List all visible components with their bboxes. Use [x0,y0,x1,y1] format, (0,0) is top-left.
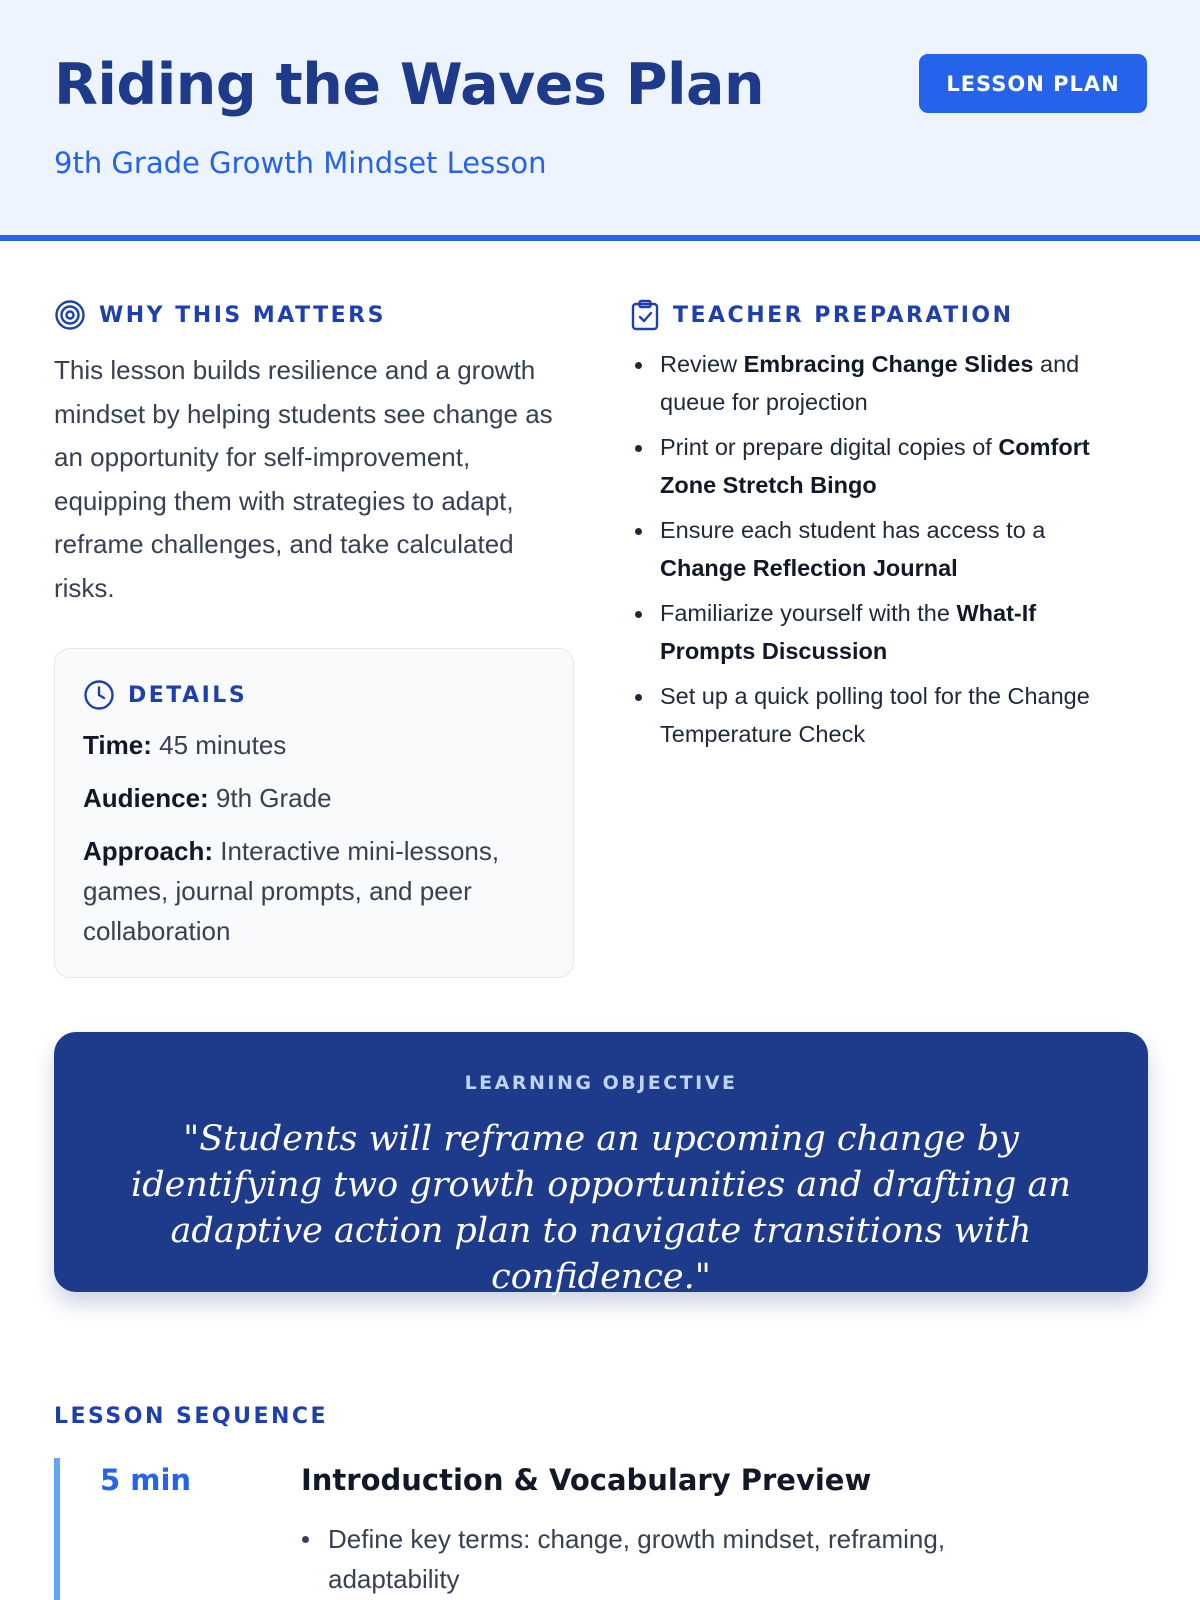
objective-quote: "Students will reframe an upcoming change by identifying two growth opportunities and drafting an adaptive action plan to navigate transitions with confidence." [131,1119,1071,1297]
detail-value: 9th Grade [215,783,332,813]
objective-label: LEARNING OBJECTIVE [464,1072,738,1094]
details-heading [83,679,247,711]
why-heading [54,299,386,331]
sequence-heading-label: LESSON SEQUENCE [54,1404,329,1429]
sequence-step-bar [54,1458,60,1600]
prep-list [632,346,1132,761]
detail-approach [83,831,553,951]
learning-objective-card [54,1032,1148,1297]
step-time: 5 min [100,1463,192,1497]
detail-label: Audience: [83,783,209,813]
target-icon [54,299,86,331]
step-list [301,1519,1061,1599]
list-item: Review Embracing Change Slides and queue for projection [632,346,1132,421]
prep-heading-label: TEACHER PREPARATION [673,302,1014,328]
detail-value: 45 minutes [159,730,287,760]
list-item: Set up a quick polling tool for the Change Temperature Check [632,678,1132,753]
sequence-heading [54,1404,328,1429]
step-title: Introduction & Vocabulary Preview [301,1463,872,1497]
clock-icon [83,679,115,711]
lesson-plan-badge: LESSON PLAN [919,54,1147,113]
list-item: Familiarize yourself with the What-If Prompts Discussion [632,595,1132,670]
detail-label: Time: [83,730,152,760]
detail-label: Approach: [83,836,213,866]
detail-time [83,725,553,765]
clipboard-check-icon [630,299,660,331]
list-item: Define key terms: change, growth mindset, reframing, adaptability [301,1519,1061,1599]
prep-heading [630,299,1014,331]
detail-audience [83,778,553,818]
list-item: Print or prepare digital copies of Comfort Zone Stretch Bingo [632,429,1132,504]
list-item: Ensure each student has access to a Change Reflection Journal [632,512,1132,587]
page-title: Riding the Waves Plan [54,52,765,118]
why-text: This lesson builds resilience and a growth mindset by helping students see change as an opportunity for self-improvement, equipping them with strategies to adapt, reframe challenges, and take calculated risks. [54,355,553,603]
details-card [54,648,574,978]
page-header [0,0,1200,241]
page-subtitle: 9th Grade Growth Mindset Lesson [54,146,547,180]
why-heading-label: WHY THIS MATTERS [99,302,386,328]
details-heading-label: DETAILS [128,682,248,708]
detail-value: Interactive mini-lessons, games, journal prompts, and peer collaboration [83,836,500,946]
